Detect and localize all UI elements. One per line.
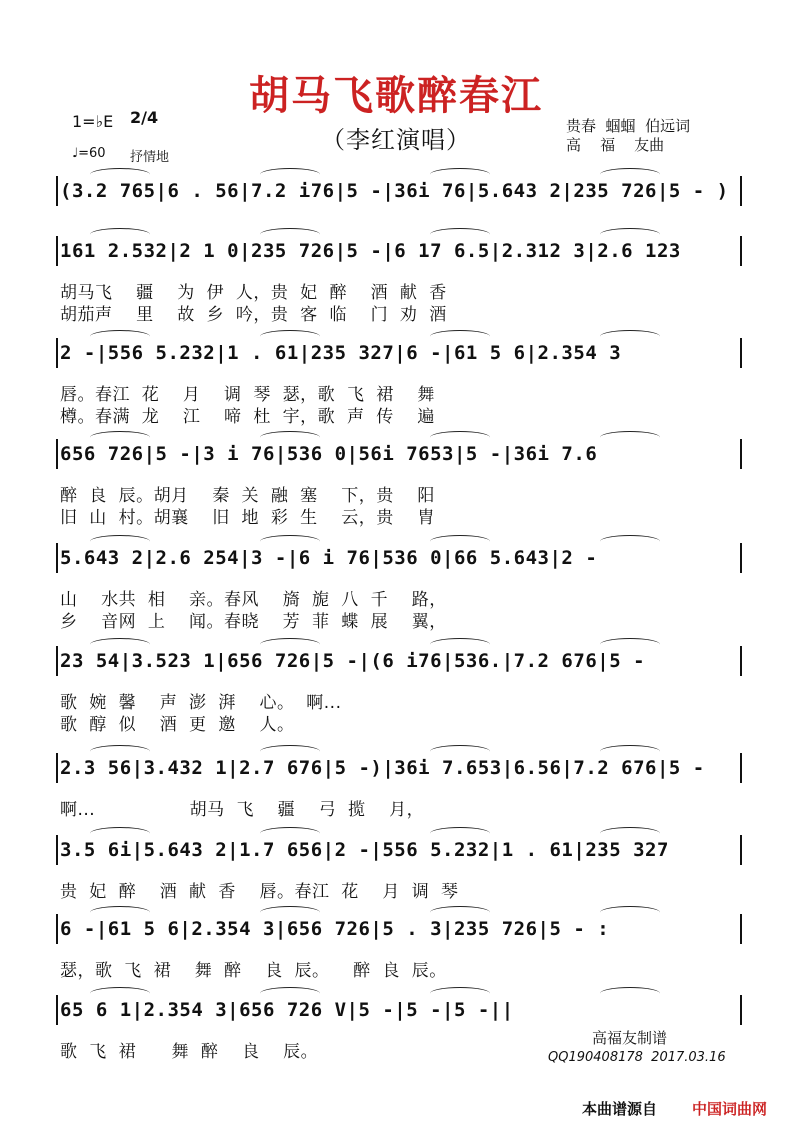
barline xyxy=(740,439,742,469)
barline xyxy=(740,338,742,368)
lyric-line: 乡 音网 上 闻。春晓 芳 菲 蝶 展 翼， xyxy=(60,612,447,632)
lyricist-credit: 贵春 蝈蝈 伯远词 xyxy=(566,117,691,135)
notation-line: 3.5 6i|5.643 2|1.7 656|2 -|556 5.232|1 . 61|235 327 xyxy=(60,839,669,861)
barline xyxy=(740,543,742,573)
notation-line: 6 -|61 5 6|2.354 3|656 726|5 . 3|235 726|5 - : xyxy=(60,918,610,940)
singer-subtitle: （李红演唱） xyxy=(321,126,471,154)
composer-credit: 高 福 友曲 xyxy=(566,136,665,154)
barline xyxy=(56,995,58,1025)
barline xyxy=(56,753,58,783)
lyric-line: 歌 醇 似 酒 更 邀 人。 xyxy=(60,715,295,735)
barline xyxy=(740,995,742,1025)
barline xyxy=(56,338,58,368)
page-title: 胡马飞歌醉春江 xyxy=(249,73,543,119)
notation-line: (3.2 765|6 . 56|7.2 i76|5 -|36i 76|5.643 2|235 726|5 - ) xyxy=(60,180,729,202)
barline xyxy=(56,176,58,206)
barline xyxy=(740,176,742,206)
lyric-line: 唇。春江 花 月 调 琴 瑟，歌 飞 裙 舞 xyxy=(60,385,435,405)
notation-line: 2.3 56|3.432 1|2.7 676|5 -)|36i 7.653|6.56|7.2 676|5 - xyxy=(60,757,705,779)
lyric-line: 歌 飞 裙 舞 醉 良 辰。 xyxy=(60,1042,319,1062)
notation-line: 65 6 1|2.354 3|656 726 V|5 -|5 -|5 -|| xyxy=(60,999,514,1021)
lyric-line: 胡马飞 疆 为 伊 人，贵 妃 醉 酒 献 香 xyxy=(60,283,447,303)
barline xyxy=(56,835,58,865)
lyric-line: 旧 山 村。胡襄 旧 地 彩 生 云，贵 胄 xyxy=(60,508,435,528)
barline xyxy=(740,835,742,865)
barline xyxy=(56,646,58,676)
lyric-line: 胡茄声 里 故 乡 吟，贵 客 临 门 劝 酒 xyxy=(60,305,447,325)
barline xyxy=(740,236,742,266)
barline xyxy=(56,236,58,266)
lyric-line: 醉 良 辰。胡月 秦 关 融 塞 下，贵 阳 xyxy=(60,486,435,506)
notation-line: 5.643 2|2.6 254|3 -|6 i 76|536 0|66 5.643|2 - xyxy=(60,547,598,569)
lyric-line: 啊... 胡马 飞 疆 弓 揽 月， xyxy=(60,800,425,820)
expression-marking: 抒情地 xyxy=(130,150,170,165)
notation-line: 161 2.532|2 1 0|235 726|5 -|6 17 6.5|2.312 3|2.6 123 xyxy=(60,240,681,262)
barline xyxy=(740,646,742,676)
lyric-line: 贵 妃 醉 酒 献 香 唇。春江 花 月 调 琴 xyxy=(60,882,459,902)
barline xyxy=(740,753,742,783)
key-signature: 1=♭E xyxy=(72,112,114,131)
barline xyxy=(56,439,58,469)
barline xyxy=(740,914,742,944)
score-maker: 高福友制谱 xyxy=(592,1029,668,1047)
lyric-line: 瑟，歌 飞 裙 舞 醉 良 辰。 醉 良 辰。 xyxy=(60,961,447,981)
notation-line: 656 726|5 -|3 i 76|536 0|56i 7653|5 -|36i 7.6 xyxy=(60,443,598,465)
qq-and-date: QQ190408178 2017.03.16 xyxy=(548,1050,726,1065)
lyric-line: 山 水共 相 亲。春风 旖 旎 八 千 路， xyxy=(60,590,447,610)
lyric-line: 歌 婉 馨 声 澎 湃 心。 啊... xyxy=(60,693,342,713)
lyric-line: 樽。春满 龙 江 啼 杜 宇，歌 声 传 遍 xyxy=(60,407,435,427)
source-label: 本曲谱源自 xyxy=(582,1100,658,1118)
source-site-link[interactable]: 中国词曲网 xyxy=(692,1100,768,1118)
barline xyxy=(56,914,58,944)
time-signature: 2/4 xyxy=(130,108,159,127)
notation-line: 23 54|3.523 1|656 726|5 -|(6 i76|536.|7.2 676|5 - xyxy=(60,650,646,672)
tempo-marking: ♩=60 xyxy=(72,146,106,161)
notation-line: 2 -|556 5.232|1 . 61|235 327|6 -|61 5 6|2.354 3 xyxy=(60,342,622,364)
barline xyxy=(56,543,58,573)
